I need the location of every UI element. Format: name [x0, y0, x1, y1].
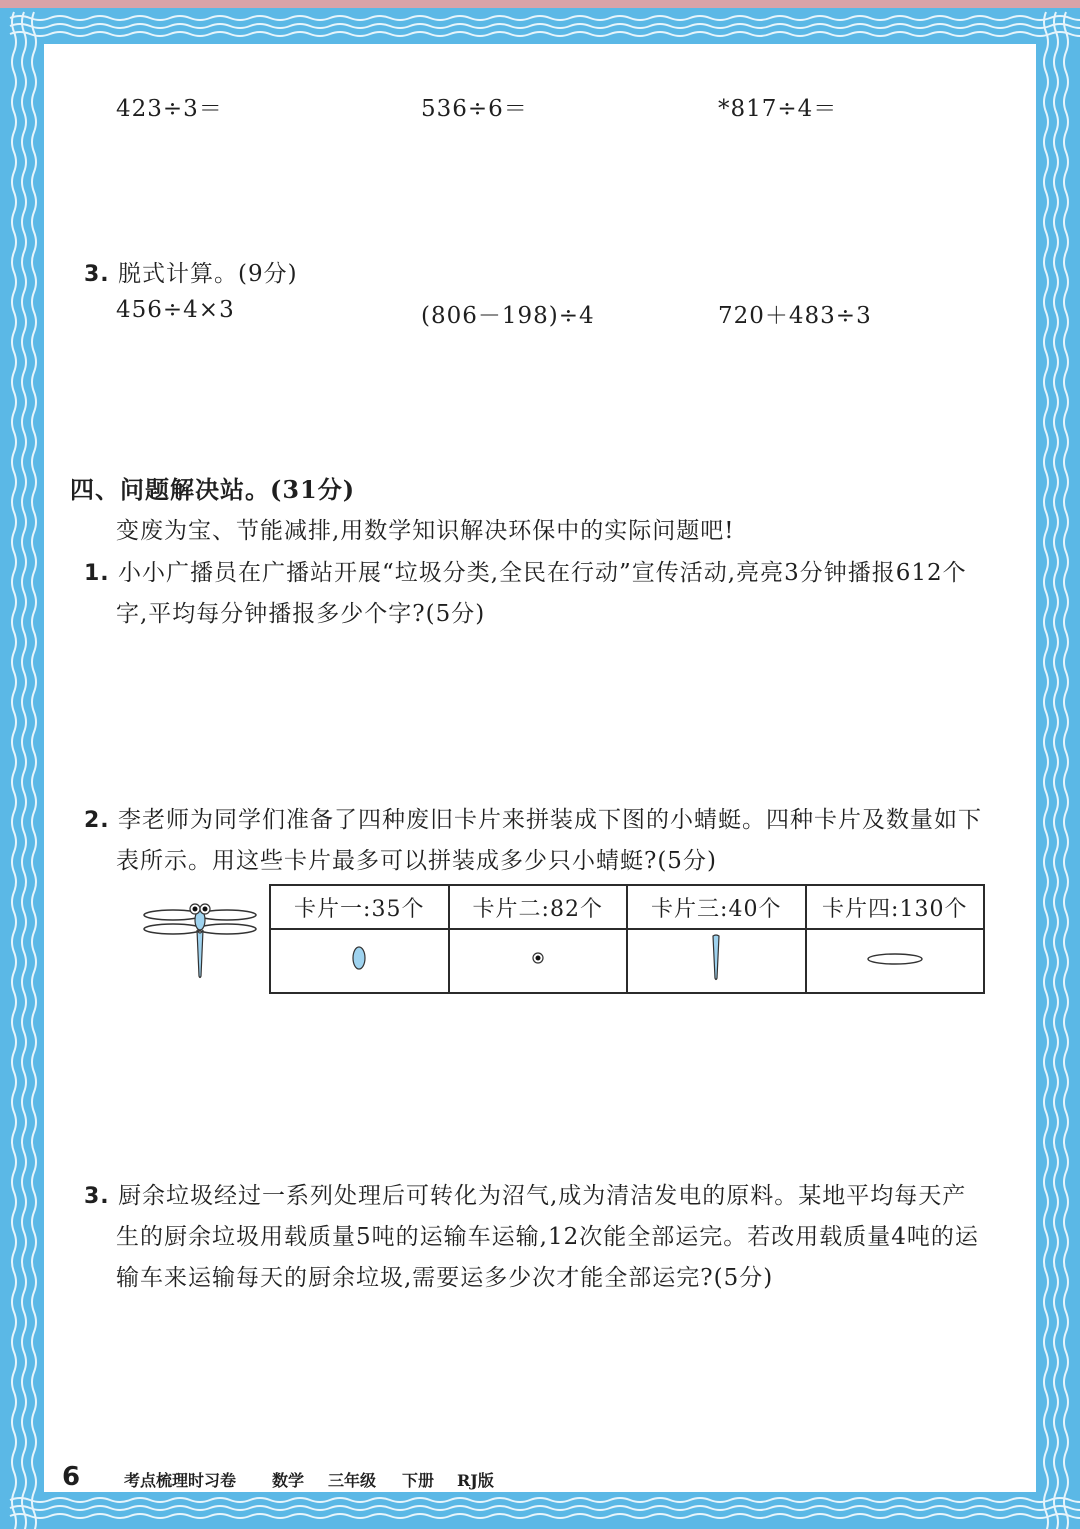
q2-line1 — [84, 801, 982, 834]
footer-volume: 下册 — [402, 1471, 435, 1490]
footer-subject: 数学 — [272, 1471, 305, 1490]
section3-number: 3. — [84, 262, 110, 287]
dragonfly-icon — [140, 896, 260, 980]
q3-text-line1: 厨余垃圾经过一系列处理后可转化为沼气,成为清洁发电的原料。某地平均每天产 — [117, 1183, 967, 1209]
wave-line — [10, 32, 1080, 36]
section4-intro: 变废为宝、节能减排,用数学知识解决环保中的实际问题吧! — [116, 518, 735, 544]
card4-label: 卡片四:130个 — [806, 885, 985, 929]
equation-2: 536÷6＝ — [421, 96, 528, 122]
tail-icon — [709, 934, 723, 982]
q3-text-line3: 输车来运输每天的厨余垃圾,需要运多少次才能全部运完?(5分) — [116, 1265, 774, 1291]
footer-book: 考点梳理时习卷 — [124, 1471, 237, 1490]
wave-line — [10, 24, 1080, 28]
q1-number: 1. — [84, 561, 110, 586]
q1-line1 — [84, 554, 967, 587]
wave-line — [12, 12, 16, 1529]
section3-heading — [84, 255, 298, 288]
wave-line — [10, 16, 1080, 20]
q2-text-line1: 李老师为同学们准备了四种废旧卡片来拼装成下图的小蜻蜓。四种卡片及数量如下 — [117, 807, 982, 833]
oval-icon — [349, 944, 369, 972]
q1-text-line1: 小小广播员在广播站开展“垃圾分类,全民在行动”宣传活动,亮亮3分钟播报612个 — [117, 560, 967, 586]
wave-line — [32, 12, 36, 1529]
section3-title: 脱式计算。(9分) — [117, 261, 298, 287]
q2-number: 2. — [84, 808, 110, 833]
footer-grade: 三年级 — [328, 1471, 377, 1490]
worksheet-page — [44, 44, 1036, 1492]
page-number: 6 — [62, 1462, 81, 1492]
wave-line — [10, 1506, 1080, 1510]
q3-text-line2: 生的厨余垃圾用载质量5吨的运输车运输,12次能全部运完。若改用载质量4吨的运 — [116, 1224, 979, 1250]
card1-shape-cell — [270, 929, 449, 993]
wing-icon — [865, 950, 925, 968]
wave-line — [1054, 12, 1058, 1529]
q3-number: 3. — [84, 1184, 110, 1209]
section3-expr-3: 720＋483÷3 — [718, 303, 872, 329]
q1-text-line2: 字,平均每分钟播报多少个字?(5分) — [116, 601, 486, 627]
card3-label: 卡片三:40个 — [627, 885, 806, 929]
equation-1: 423÷3＝ — [116, 96, 223, 122]
wave-line — [10, 1514, 1080, 1518]
card3-shape-cell — [627, 929, 806, 993]
q2-text-line2: 表所示。用这些卡片最多可以拼装成多少只小蜻蜓?(5分) — [116, 848, 717, 874]
footer-edition: RJ版 — [457, 1471, 494, 1490]
q3-line1 — [84, 1177, 966, 1210]
card1-label: 卡片一:35个 — [270, 885, 449, 929]
card2-label: 卡片二:82个 — [449, 885, 628, 929]
card4-shape-cell — [806, 929, 985, 993]
cards-table — [269, 884, 985, 994]
card2-shape-cell — [449, 929, 628, 993]
section3-expr-2: (806－198)÷4 — [421, 303, 595, 329]
section3-expr-1: 456÷4×3 — [116, 297, 235, 323]
wave-line — [1044, 12, 1048, 1529]
wave-line — [10, 1498, 1080, 1502]
equation-3: *817÷4＝ — [718, 96, 838, 122]
section4-title: 四、问题解决站。(31分) — [70, 475, 356, 504]
wave-line — [1064, 12, 1068, 1529]
dot-circle-icon — [528, 948, 548, 968]
wave-line — [22, 12, 26, 1529]
